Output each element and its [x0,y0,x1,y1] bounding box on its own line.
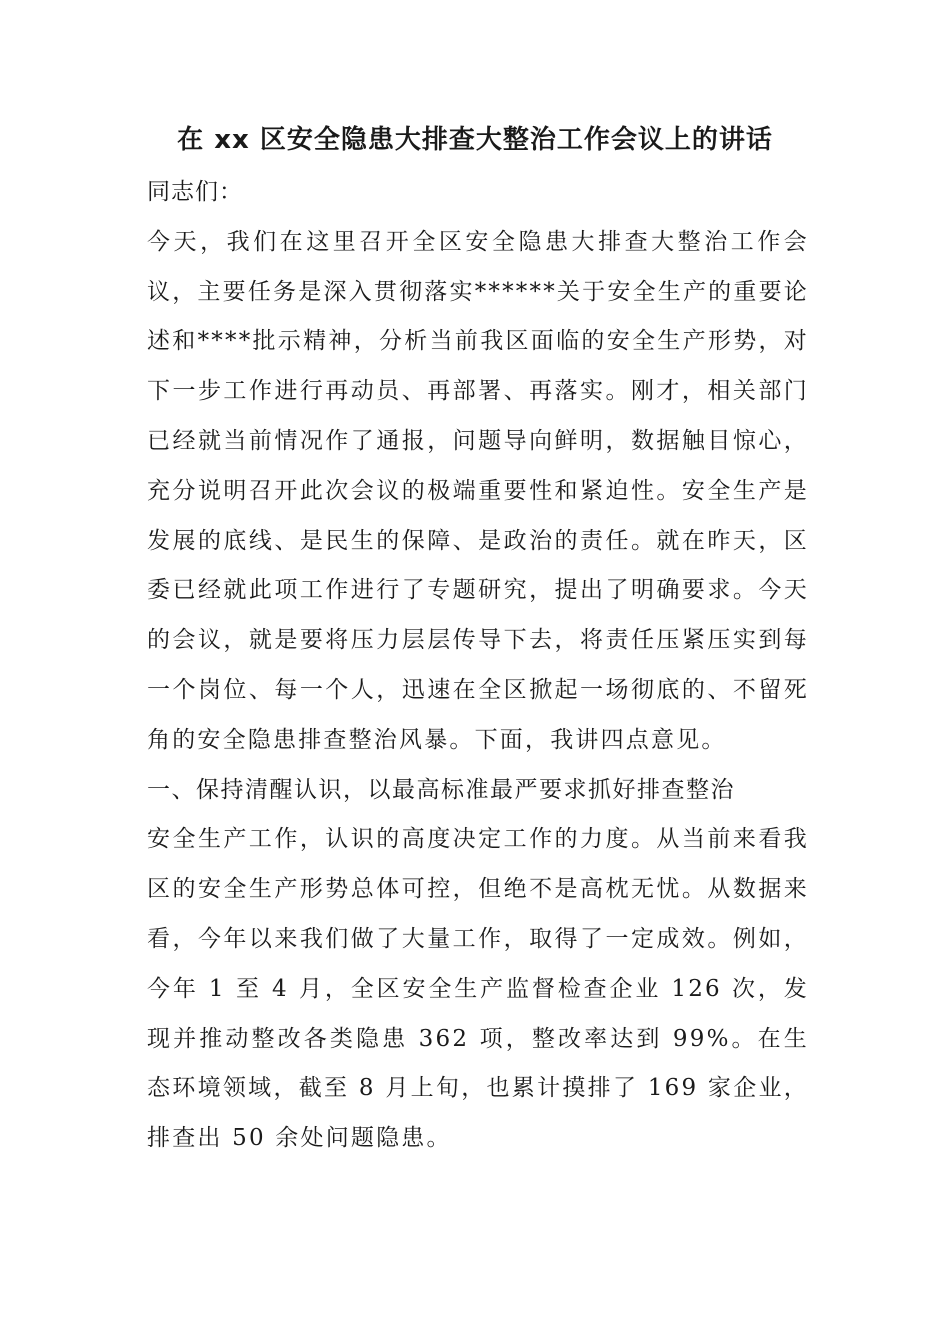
salutation: 同志们： [147,179,243,205]
intro-paragraph: 今天，我们在这里召开全区安全隐患大排查大整治工作会议，主要任务是深入贯彻落实******关于安全生产的重要论述和****批示精神，分析当前我区面临的安全生产形势，对下一步工作进行再动员、再部署、再落实。刚才，相关部门已经就当前情况作了通报，问题导向鲜明，数据触目惊心，充分说明召开此次会议的极端重要性和紧迫性。安全生产是发展的底线、是民生的保障、是政治的责任。就在昨天，区委已经就此项工作进行了专题研究，提出了明确要求。今天的会议，就是要将压力层层传导下去，将责任压紧压实到每一个岗位、每一个人，迅速在全区掀起一场彻底的、不留死角的安全隐患排查整治风暴。下面，我讲四点意见。 [147,228,809,753]
document-title: 在 xx 区安全隐患大排查大整治工作会议上的讲话 [177,125,773,155]
document-body [147,168,809,1164]
section-paragraph: 安全生产工作，认识的高度决定工作的力度。从当前来看我区的安全生产形势总体可控，但绝不是高枕无忧。从数据来看，今年以来我们做了大量工作，取得了一定成效。例如，今年 1 至 4 月，全区安全生产监督检查企业 126 次，发现并推动整改各类隐患 362 项，整改率达到 99%。在生态环境领域，截至 8 月上旬，也累计摸排了 169 家企业，排查出 50 余处问题隐患。 [147,826,809,1152]
section-heading: 一、保持清醒认识，以最高标准最严要求抓好排查整治 [147,776,735,803]
